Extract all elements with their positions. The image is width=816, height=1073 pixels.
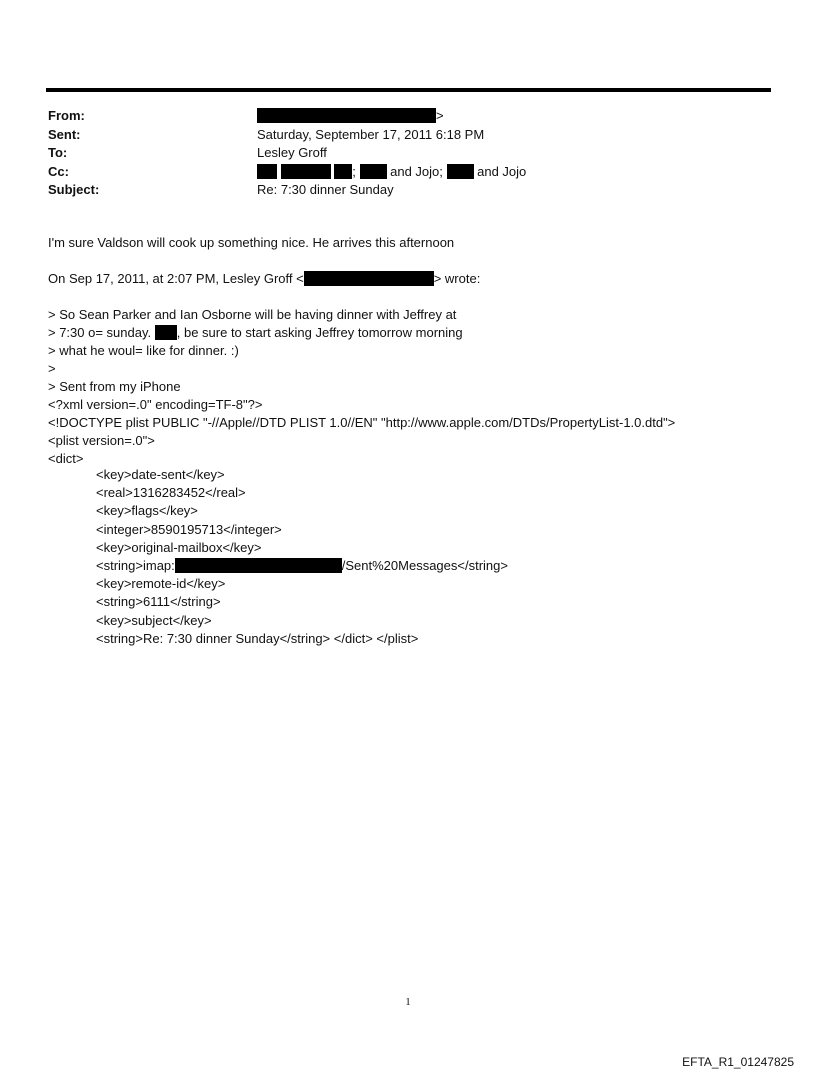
from-suffix: > (436, 108, 444, 123)
subject-value: Re: 7:30 dinner Sunday (257, 182, 394, 198)
xml-line: <!DOCTYPE plist PUBLIC "-//Apple//DTD PLIST 1.0//EN" "http://www.apple.com/DTDs/PropertyList-1.0.dtd"> (48, 415, 676, 430)
plist-line: <string>Re: 7:30 dinner Sunday</string> </dict> </plist> (96, 630, 419, 646)
redaction-box (257, 164, 277, 179)
plist-line: <key>subject</key> (96, 612, 212, 628)
from-value (257, 107, 444, 126)
subject-label: Subject: (48, 182, 100, 198)
redaction-box (281, 164, 331, 179)
xml-line: <plist version=.0"> (48, 433, 155, 448)
plist-line: <integer>8590195713</integer> (96, 521, 282, 537)
from-label: From: (48, 108, 85, 123)
quoted-line (48, 324, 463, 342)
redaction-box (175, 558, 342, 573)
cc-separator: ; (352, 163, 356, 179)
xml-line: <?xml version=.0" encoding=TF-8"?> (48, 397, 263, 412)
plist-block (96, 466, 508, 648)
plist-text: /Sent%20Messages</string> (341, 557, 508, 573)
quoted-line: > So Sean Parker and Ian Osborne will be having dinner with Jeffrey at (48, 307, 457, 322)
plist-line: <key>flags</key> (96, 503, 198, 519)
quote-intro (48, 270, 480, 288)
quoted-line: > (48, 361, 56, 376)
redaction-box (155, 325, 177, 340)
quote-intro-start: On Sep 17, 2011, at 2:07 PM, Lesley Groff < (48, 271, 304, 286)
plist-line (96, 557, 508, 575)
plist-line: <string>6111</string> (96, 594, 221, 610)
quoted-line: > Sent from my iPhone (48, 379, 181, 394)
cc-text-2: and Jojo (473, 163, 527, 179)
plist-line: <key>date-sent</key> (96, 467, 225, 482)
plist-line: <key>original-mailbox</key> (96, 539, 262, 555)
page-number: 1 (405, 996, 411, 1008)
quote-intro-end: > wrote: (433, 271, 481, 286)
plist-line: <key>remote-id</key> (96, 576, 226, 592)
xml-line: <dict> (48, 451, 84, 466)
plist-line: <real>1316283452</real> (96, 485, 246, 501)
to-value: Lesley Groff (257, 145, 327, 161)
redaction-box (334, 164, 352, 179)
quoted-line: > what he woul= like for dinner. :) (48, 343, 239, 358)
plist-text: <string>imap: (96, 557, 175, 573)
message-line: I'm sure Valdson will cook up something nice. He arrives this afternoon (48, 235, 455, 250)
document-id: EFTA_R1_01247825 (682, 1055, 794, 1069)
redaction-box (257, 108, 436, 123)
quoted-text: > 7:30 o= sunday. (48, 325, 152, 340)
redaction-box (360, 164, 387, 179)
quoted-text: , be sure to start asking Jeffrey tomorrow morning (176, 325, 463, 340)
header-rule (46, 88, 771, 92)
cc-text-1: and Jojo; (386, 163, 443, 179)
sent-value: Saturday, September 17, 2011 6:18 PM (257, 126, 485, 142)
cc-value (257, 163, 526, 182)
sent-label: Sent: (48, 126, 81, 142)
redaction-box (447, 164, 474, 179)
to-label: To: (48, 145, 68, 161)
cc-label: Cc: (48, 163, 69, 179)
redaction-box (304, 271, 434, 286)
